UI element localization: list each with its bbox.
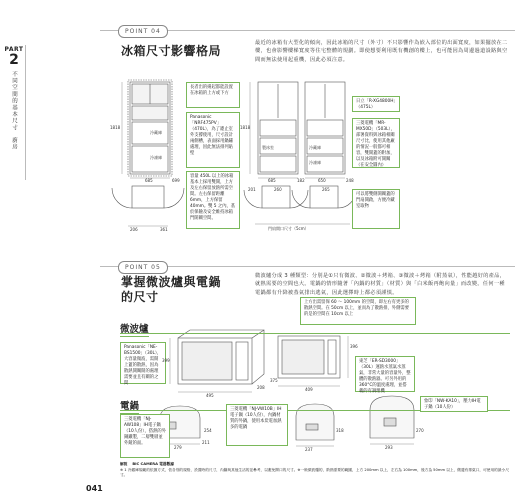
note-microwave-panasonic: Panasonic「NE-BS1500」（30L），大容量微波，需開上蓋的散熱，因為散熱開關開的處理需要並且有關的之間 [120, 342, 166, 384]
dim-mid-width: 685 [268, 178, 276, 183]
dim-mid-right: 650 [318, 178, 326, 183]
note-mitsubishi: 三菱電機「MR-MX50D」（503L），部署資料與冰箱相關尺寸比，使用其他廠的情況一般都可相容，雙開蓋的附加，以及冰箱附可開關（在安全圓內） [352, 118, 400, 168]
dim-left-bottom-b: 361 [160, 227, 168, 232]
dim-rice-a: 279 [174, 445, 182, 450]
note-450l: 容量 450L 以上的冰箱基本上採用雙開，上方及左右保留放熱所需空間。左右保留距離6mm，上方保留 40mm。雙 5 之內，基於保險及安全維持冰箱門開關空間。 [186, 171, 240, 229]
fridge-label-freezer-right: 冷凍庫 [309, 160, 321, 165]
microwave-rule [120, 333, 510, 334]
part-number: 2 [9, 52, 19, 68]
point04-body: 最近的冰箱有大型化的傾向，因此冰箱的尺寸（外寸）不只影響作為嵌入部位的出面寬度，如果擺放在二樓，也會影響樓梯寬度等住宅整體的規劃。即使想要利用既有機創的樓上，也可能因為周邊過道設路與空間而無法使用起重機，因此必須注意。 [255, 40, 508, 63]
dim-bottom-a: 201 [248, 187, 256, 192]
point05-tag: POINT 05 [118, 261, 168, 274]
dim-bottom-c: 265 [322, 187, 330, 192]
note-rice-mitsubishi: 三菱電機「NJ-VW10B」IH電子鍋（10人份），內鍋材質的外鍋，使用本炭電加熱多的電鍋 [226, 404, 288, 446]
note-microwave-caption: 上方出需留保 60 ～ 100mm 的空間，即左右有更多的散熱空間。在 50cm 以上，並而為了散熱排，外側需要的是的空間在 10cm 以上 [300, 297, 416, 325]
note-gray: 長者出的揚起都能設置在冰箱的上方或下方 [186, 82, 240, 108]
dim-rice-g: 270 [416, 428, 424, 433]
dim-mw-f: 375 [270, 378, 278, 383]
note-toshiba-fridge: 可以將雙側開關蓋的門扇開啟，方便冷藏室取物 [352, 189, 400, 229]
note-microwave-toshiba: 東芝「ER-SD3000」（30L）運熱水蒸氣水蒸氣，非常大量的容量外，整體的散熱器。可另外用的360°C的溫度處理，並搭載的有調理機 [355, 356, 415, 392]
dim-mid-depth: 248 [346, 178, 354, 183]
dim-mid-gap: 182 [297, 178, 305, 183]
dim-mw-c: 208 [257, 385, 265, 390]
dim-rice-b: 254 [204, 428, 212, 433]
note-rice-toshiba: 三菱電機「NJ-AW108」IH電子鍋（10人份），搭熱的外銅鐵製，二層雙層並外鏡的面。 [120, 414, 170, 458]
dim-mw-a: 495 [206, 393, 214, 398]
footer-note: ※ 1 冷藏庫規範的依據方式，依各別的規格，設置時的尺寸，內鍋與其他生活的並參考，以避免開口的尺寸。※一般微波爐的，散熱需要的範圍，上方 200mm 以上，左右為 100mm，後方為 50mm 以上，側邊有排氣口，可使用的最小尺寸。 [120, 468, 509, 477]
part-vertical-sub: 廚房 [11, 137, 17, 151]
dim-left-height: 1818 [110, 125, 121, 130]
part-label: PART [4, 46, 24, 53]
note-hitachi: 日立「R-XG4800H」（475L） [352, 96, 400, 112]
part-vertical-title: 不同空間的基本尺寸 [11, 71, 17, 132]
footer-legend: 解說 BIC CAMERA 電器數據 [120, 462, 174, 466]
note-rice-tiger: 象印「NW-KA10」，壓力IH電子鍋（10人份） [420, 396, 488, 412]
dim-rice-d: 237 [305, 447, 313, 452]
dim-mw-d: 409 [305, 387, 313, 392]
point05-body: 微波爐分成 3 種類型：分別是①只有微波、②微波＋烤箱、③微波＋烤箱（附蒸氣），性能越好的產品，就熱需要的空間也大。電鍋的情形隨著「內鍋的材質」（材質）與「白米飯再飽向量」而改變。任何一種電鍋都有升降被蒸氣排出逃氣，因此選擇時上都必須謹慎。 [255, 273, 506, 296]
dim-rice-e: 318 [336, 428, 344, 433]
dim-left-depth: 699 [172, 178, 180, 183]
microwave-heading: 微波爐 [120, 321, 149, 337]
point04-title: 冰箱尺寸影響格局 [121, 44, 222, 58]
dim-left-width: 685 [145, 178, 153, 183]
dim-mid-height: 1818 [240, 125, 251, 130]
dim-rice-c: 211 [202, 440, 210, 445]
fridge-label-fridge-left: 冷藏庫 [150, 130, 162, 135]
page-number: 041 [86, 484, 103, 493]
dim-bottom-b: 260 [274, 187, 282, 192]
point05-title: 掌握微波爐與電鍋的尺寸 [121, 275, 222, 304]
dim-caption: 門扇開口尺寸（5cm） [268, 226, 309, 231]
dim-rice-f: 293 [385, 445, 393, 450]
dim-mw-e: 396 [350, 344, 358, 349]
fridge-label-fridge-right: 冷藏庫 [309, 145, 321, 150]
fridge-label-ice: 製冰室 [262, 145, 274, 150]
fridge-label-freezer-left: 冷凍庫 [150, 155, 162, 160]
dim-left-bottom-a: 206 [130, 227, 138, 232]
rice-cooker-heading: 電鍋 [120, 398, 139, 414]
note-panasonic-fridge: Panasonic「NRF475PV」（470L），為了遷止室外支撐使用，尺寸設計兩側槽，表面採用鍋鏽處理，因此無法排列貼壁 [186, 112, 240, 168]
point04-tag: POINT 04 [118, 25, 168, 38]
dim-mw-b: 399 [162, 358, 170, 363]
